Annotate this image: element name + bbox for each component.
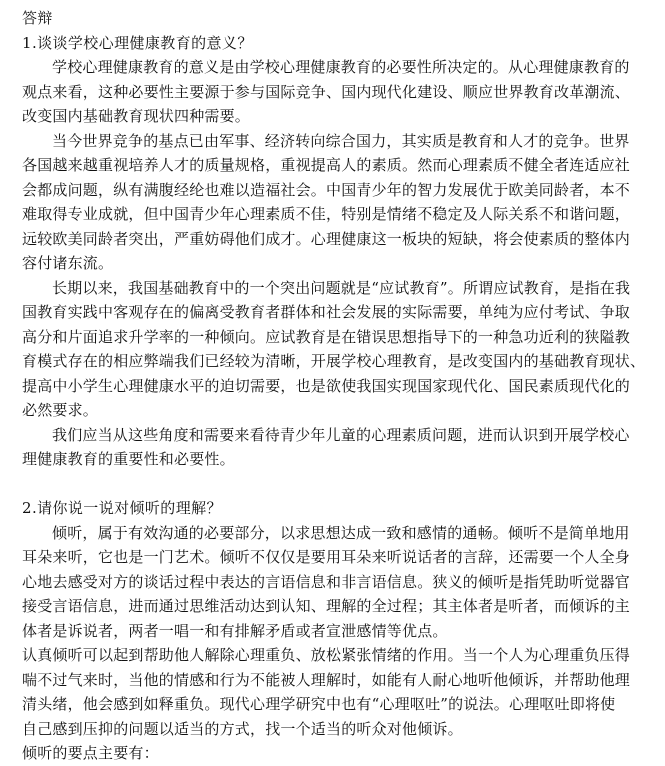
q2-paragraph-1-line: 耳朵来听，它也是一门艺术。倾听不仅仅是要用耳朵来听说话者的言辞，还需要一个人全身: [22, 548, 631, 566]
q2-paragraph-2-line: 自己感到压抑的问题以适当的方式，找一个适当的听众对他倾诉。: [22, 719, 463, 738]
q1-paragraph-4-line: 我们应当从这些角度和需要来看待青少年儿童的心理素质问题，进而认识到开展学校心: [52, 425, 630, 444]
document-title: 答辩: [22, 9, 53, 27]
q1-paragraph-3-line: 国教育实践中客观存在的偏离受教育者群体和社会发展的实际需要，单纯为应付考试、争取: [22, 303, 631, 321]
q1-paragraph-2-line: 难取得专业成就，但中国青少年心理素质不佳，特别是情绪不稳定及人际关系不和谐问题，: [22, 205, 631, 223]
q1-paragraph-3-line: 长期以来，我国基础教育中的一个突出问题就是“应试教育”。所谓应试教育，是指在我: [52, 278, 631, 297]
q1-paragraph-3-line: 提高中小学生心理健康水平的迫切需要，也是欲使我国实现国家现代化、国民素质现代化的: [22, 376, 631, 395]
q1-paragraph-1-line: 观点来看，这种必要性主要源于参与国际竞争、国内现代化建设、顺应世界教育改革潮流、: [22, 82, 631, 101]
q1-paragraph-3-line: 育模式存在的相应弊端我们已经较为清晰，开展学校心理教育，是改变国内的基础教育现状、: [22, 352, 646, 370]
q1-paragraph-3-line: 必然要求。: [22, 401, 99, 419]
q1-paragraph-2-line: 远较欧美同龄者突出，严重妨碍他们成才。心理健康这一板块的短缺，将会使素质的整体内: [22, 229, 631, 248]
q2-paragraph-2-line: 喘不过气来时，当他的情感和行为不能被人理解时，如能有人耐心地听他倾诉，并帮助他理: [22, 670, 631, 689]
q1-paragraph-2-line: 会都成问题，纵有满腹经纶也难以造福社会。中国青少年的智力发展优于欧美同龄者，本不: [22, 180, 631, 199]
q1-paragraph-1-line: 学校心理健康教育的意义是由学校心理健康教育的必要性所决定的。从心理健康教育的: [52, 58, 630, 76]
q1-paragraph-3-line: 高分和片面追求升学率的一种倾向。应试教育是在错误思想指导下的一种急功近利的狭隘教: [22, 327, 631, 346]
q2-paragraph-1-line: 倾听，属于有效沟通的必要部分，以求思想达成一致和感情的通畅。倾听不是简单地用: [52, 523, 630, 542]
q2-paragraph-2-line: 认真倾听可以起到帮助他人解除心理重负、放松紧张情绪的作用。当一个人为心理重负压得: [22, 646, 631, 664]
section-spacer: [22, 472, 647, 497]
q2-paragraph-1-line: 体者是诉说者，两者一唱一和有排解矛盾或者宣泄感情等优点。: [22, 621, 448, 640]
q2-paragraph-2-line: 清头绪，他会感到如释重负。现代心理学研究中也有“心理呕吐”的说法。心理呕吐即将使: [22, 695, 616, 713]
question-1-heading: 1.谈谈学校心理健康教育的意义？: [22, 33, 253, 52]
q1-paragraph-2-line: 各国越来越重视培养人才的质量规格，重视提高人的素质。然而心理素质不健全者连适应社: [22, 156, 631, 174]
q2-paragraph-3-line: 倾听的要点主要有：: [22, 744, 159, 762]
q1-paragraph-2-line: 容付诸东流。: [22, 254, 114, 272]
question-2-heading: 2.请你说一说对倾听的理解？: [22, 499, 222, 517]
q1-paragraph-1-line: 改变国内基础教育现状四种需要。: [22, 107, 251, 125]
q2-paragraph-1-line: 心地去感受对方的谈话过程中表达的言语信息和非言语信息。狭义的倾听是指凭助听觉器官: [22, 572, 631, 591]
q2-paragraph-1-line: 接受言语信息，进而通过思维活动达到认知、理解的全过程；其主体者是听者，而倾诉的主: [22, 597, 631, 615]
q1-paragraph-2-line: 当今世界竞争的基点已由军事、经济转向综合国力，其实质是教育和人才的竞争。世界: [52, 131, 630, 150]
q1-paragraph-4-line: 理健康教育的重要性和必要性。: [22, 450, 235, 468]
